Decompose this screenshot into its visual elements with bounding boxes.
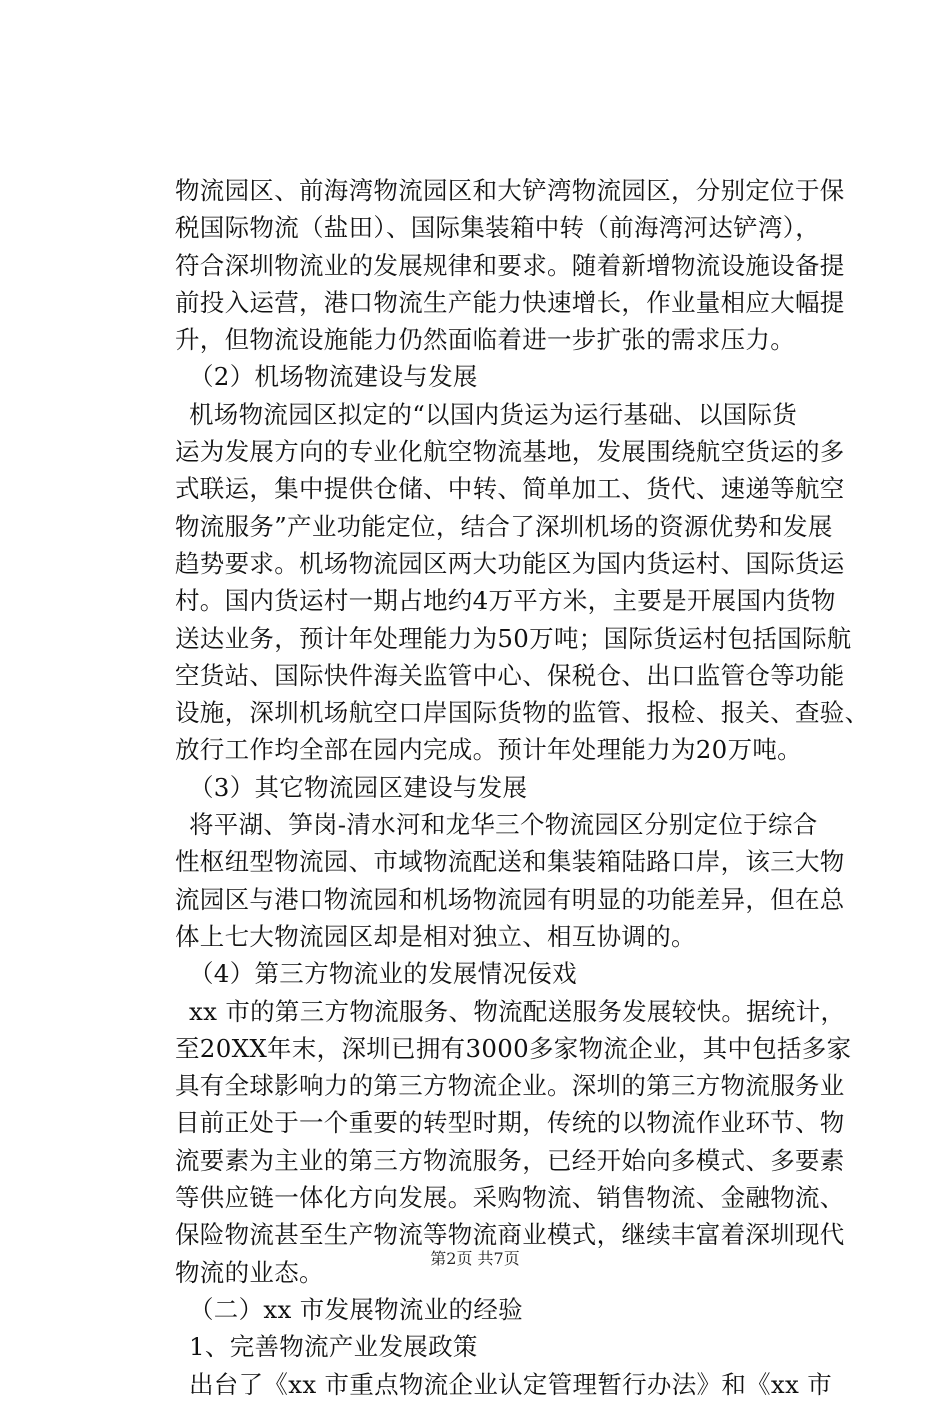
text-line: 空货站、国际快件海关监管中心、保税仓、出口监管仓等功能	[175, 660, 845, 690]
text-line: 式联运，集中提供仓储、中转、简单加工、货代、速递等航空	[175, 474, 845, 504]
text-line: 将平湖、笋岗-清水河和龙华三个物流园区分别定位于综合	[189, 810, 818, 840]
text-line: 机场物流园区拟定的“以国内货运为运行基础、以国际货	[189, 399, 798, 429]
text-line: 税国际物流（盐田）、国际集装箱中转（前海湾河达铲湾），	[175, 213, 821, 243]
text-line: 升，但物流设施能力仍然面临着进一步扩张的需求压力。	[175, 325, 795, 355]
text-line: 物流园区、前海湾物流园区和大铲湾物流园区，分别定位于保	[175, 176, 845, 205]
text-line: 保险物流甚至生产物流等物流商业模式，继续丰富着深圳现代	[175, 1220, 845, 1250]
text-line: 物流服务”产业功能定位，结合了深圳机场的资源优势和发展	[175, 511, 833, 541]
text-line: （3）其它物流园区建设与发展	[189, 772, 528, 802]
document-body	[175, 172, 870, 1403]
text-line: xx 市的第三方物流服务、物流配送服务发展较快。据统计，	[189, 996, 846, 1026]
text-line: 等供应链一体化方向发展。采购物流、销售物流、金融物流、	[175, 1183, 845, 1213]
text-line: 具有全球影响力的第三方物流企业。深圳的第三方物流服务业	[175, 1071, 845, 1101]
text-line: 体上七大物流园区却是相对独立、相互协调的。	[175, 921, 696, 951]
text-line: 至20XX年末，深圳已拥有3000多家物流企业，其中包括多家	[175, 1033, 852, 1063]
text-line: 前投入运营，港口物流生产能力快速增长，作业量相应大幅提	[175, 287, 845, 317]
text-line: 目前正处于一个重要的转型时期，传统的以物流作业环节、物	[175, 1108, 845, 1138]
text-line: 送达业务，预计年处理能力为50万吨；国际货运村包括国际航	[175, 623, 852, 653]
text-line: 1、完善物流产业发展政策	[189, 1332, 478, 1362]
page-footer: 第2页 共7页	[430, 1249, 520, 1268]
text-line: 村。国内货运村一期占地约4万平方米，主要是开展国内货物	[175, 586, 836, 616]
text-line: 出台了《xx 市重点物流企业认定管理暂行办法》和《xx 市	[189, 1369, 833, 1399]
text-line: 符合深圳物流业的发展规律和要求。随着新增物流设施设备提	[175, 250, 845, 280]
text-line: 流园区与港口物流园和机场物流园有明显的功能差异，但在总	[175, 884, 845, 914]
text-line: 物流的业态。	[175, 1257, 324, 1287]
text-line: 趋势要求。机场物流园区两大功能区为国内货运村、国际货运	[175, 548, 845, 578]
text-line: 设施，深圳机场航空口岸国际货物的监管、报检、报关、查验、	[175, 698, 870, 728]
text-line: （4）第三方物流业的发展情况佞戏	[189, 959, 577, 989]
text-line: 放行工作均全部在园内完成。预计年处理能力为20万吨。	[175, 735, 802, 765]
text-line: （2）机场物流建设与发展	[189, 362, 478, 392]
text-line: 运为发展方向的专业化航空物流基地，发展围绕航空货运的多	[175, 437, 845, 467]
text-line: 流要素为主业的第三方物流服务，已经开始向多模式、多要素	[175, 1145, 845, 1175]
text-line: 性枢纽型物流园、市域物流配送和集装箱陆路口岸，该三大物	[175, 847, 845, 877]
text-line: （二）xx 市发展物流业的经验	[189, 1294, 523, 1324]
